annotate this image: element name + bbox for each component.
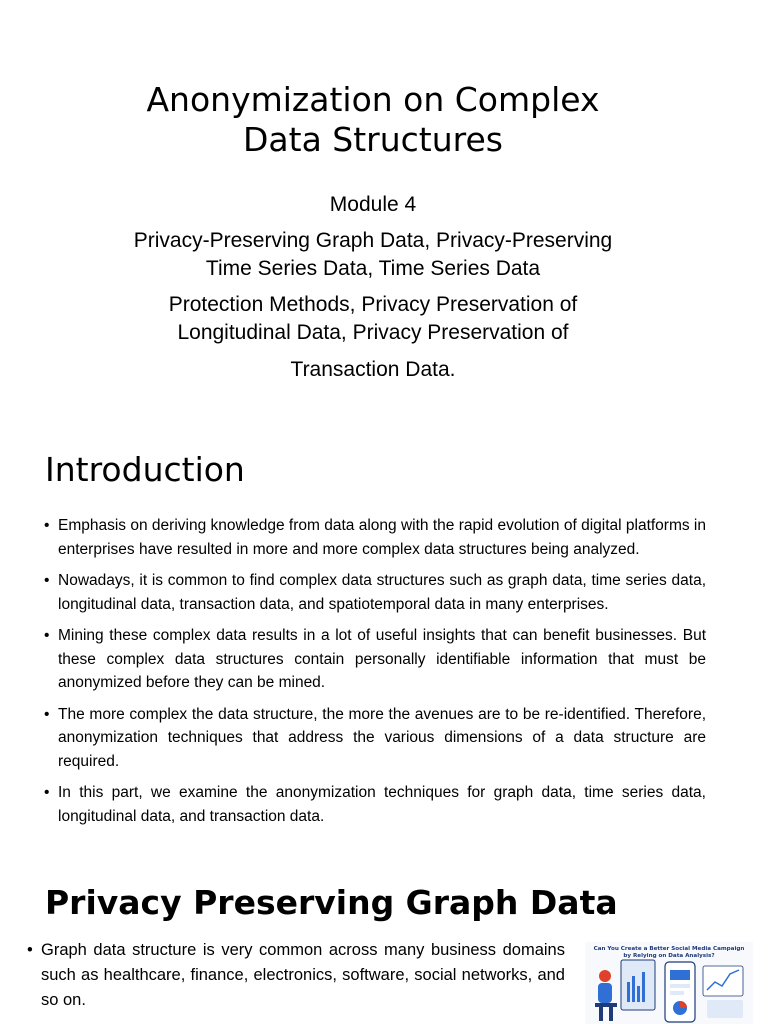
section-heading-graph-data: Privacy Preserving Graph Data xyxy=(45,883,618,922)
subtitle xyxy=(0,191,746,392)
topics-line: Protection Methods, Privacy Preservation of xyxy=(168,293,578,316)
section-heading-introduction: Introduction xyxy=(45,450,245,489)
bullet-icon: • xyxy=(44,705,50,723)
introduction-slide xyxy=(0,440,768,860)
title-line-1: Anonymization on Complex xyxy=(146,80,600,119)
bullet-icon: • xyxy=(44,784,50,801)
bullet-text: In this part, we examine the anonymization techniques for graph data, time series data, longitudinal data, and transaction data. xyxy=(58,784,706,825)
module-label: Module 4 xyxy=(329,193,417,216)
list-item xyxy=(44,624,706,695)
list-item xyxy=(44,781,706,828)
list-item xyxy=(44,569,706,616)
intro-bullet-list xyxy=(44,514,706,836)
social-media-illustration xyxy=(585,942,753,1024)
topics-line: Longitudinal Data, Privacy Preservation of xyxy=(177,321,569,344)
bullet-text: Graph data structure is very common across many business domains such as healthcare, finance, electronics, software, social networks, and so on. xyxy=(41,941,565,1009)
topics-paragraph-1 xyxy=(0,227,746,283)
bullet-icon: • xyxy=(27,941,33,959)
bullet-icon: • xyxy=(44,627,50,644)
bullet-text: Emphasis on deriving knowledge from data along with the rapid evolution of digital platforms in enterprises have resulted in more and more complex data structures being analyzed. xyxy=(58,517,706,558)
title-slide xyxy=(0,0,768,420)
topics-line: Time Series Data, Time Series Data xyxy=(205,257,541,280)
list-item xyxy=(27,938,565,1013)
graph-data-slide xyxy=(0,870,768,1024)
title-line-2: Data Structures xyxy=(243,120,503,159)
graph-bullet-list xyxy=(27,938,565,1013)
bullet-text: Nowadays, it is common to find complex data structures such as graph data, time series data, longitudinal data, transaction data, and spatiotemporal data in many enterprises. xyxy=(58,572,706,613)
illustration-caption: Can You Create a Better Social Media Campaign by Relying on Data Analysis? xyxy=(593,946,745,959)
topics-paragraph-2 xyxy=(0,291,746,347)
topics-paragraph-3: Transaction Data. xyxy=(290,358,456,381)
bullet-text: Mining these complex data results in a lot of useful insights that can benefit businesses. But these complex data structures contain personally identifiable information that must be anonymized before they can be mined. xyxy=(58,627,706,691)
bullet-icon: • xyxy=(44,572,50,589)
list-item xyxy=(44,514,706,561)
topics-line: Privacy-Preserving Graph Data, Privacy-Preserving xyxy=(133,229,613,252)
page-title xyxy=(0,80,746,160)
bullet-icon: • xyxy=(44,517,50,534)
bullet-text: The more complex the data structure, the more the avenues are to be re-identified. Therefore, anonymization techniques that address the various dimensions of a data structure are required. xyxy=(58,705,706,770)
list-item xyxy=(44,703,706,774)
